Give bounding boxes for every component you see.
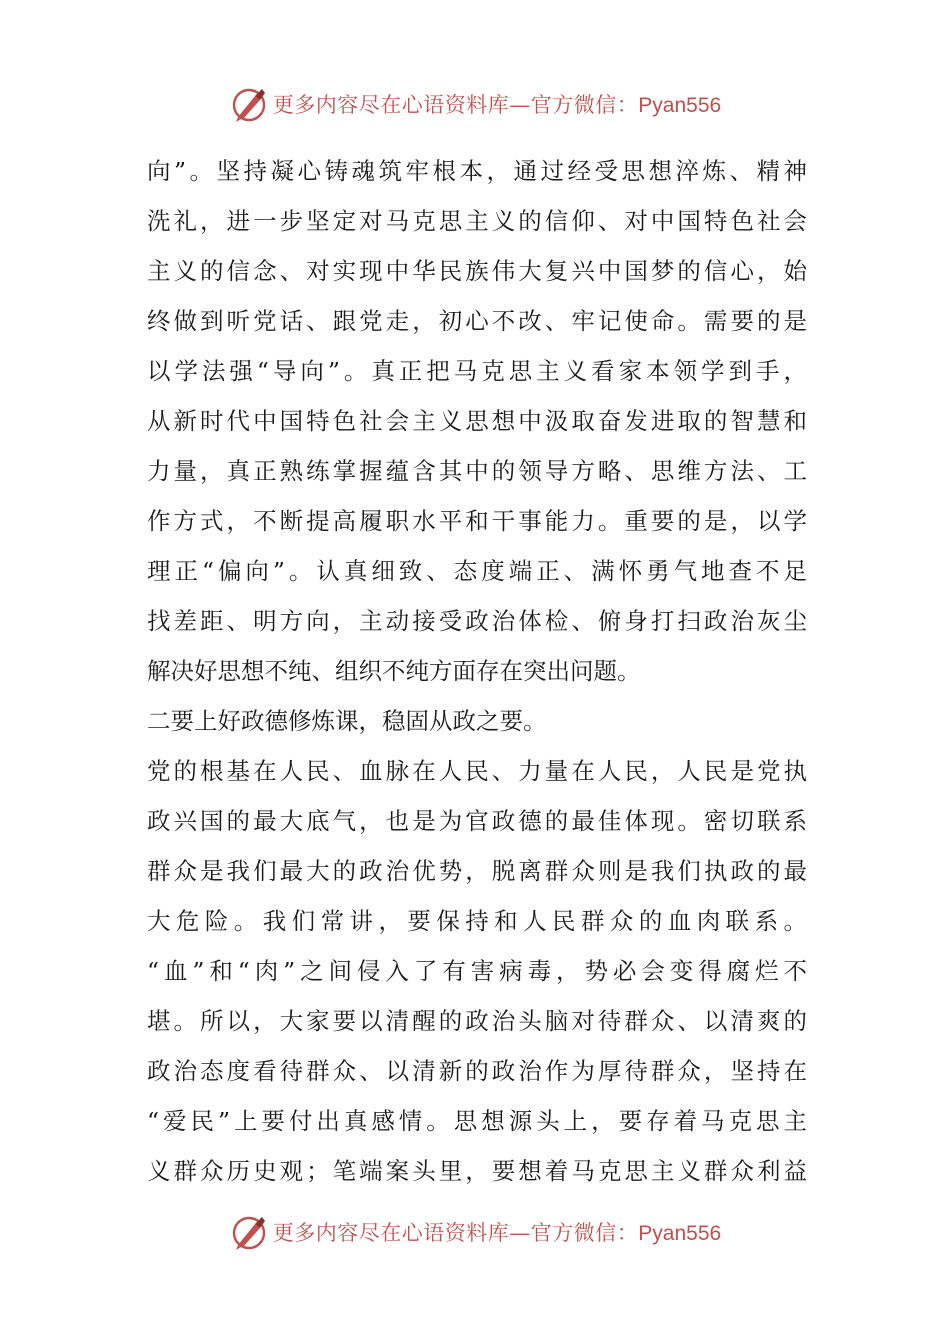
text-line: 理正“偏向”。认真细致、态度端正、满怀勇气地查不足 (147, 557, 807, 585)
text-line: 义群众历史观；笔端案头里，要想着马克思主义群众利益 (147, 1157, 807, 1185)
pen-logo-icon (229, 84, 269, 124)
document-body (147, 146, 807, 1196)
text-line: 政兴国的最大底气，也是为官政德的最佳体现。密切联系 (147, 807, 807, 835)
text-line: 终做到听党话、跟党走，初心不改、牢记使命。需要的是 (147, 307, 807, 335)
header-watermark-banner (0, 82, 950, 126)
header-banner-text: 更多内容尽在心语资料库—官方微信：Pyan556 (272, 93, 722, 117)
text-line: 群众是我们最大的政治优势，脱离群众则是我们执政的最 (147, 857, 807, 885)
pen-logo-icon (229, 1212, 269, 1252)
text-line: 力量，真正熟练掌握蕴含其中的领导方略、思维方法、工 (147, 457, 807, 485)
text-line: 向”。坚持凝心铸魂筑牢根本，通过经受思想淬炼、精神 (147, 157, 807, 185)
text-line: “爱民”上要付出真感情。思想源头上，要存着马克思主 (147, 1107, 807, 1135)
text-line: 找差距、明方向，主动接受政治体检、俯身打扫政治灰尘 (147, 607, 807, 635)
text-line: 作方式，不断提高履职水平和干事能力。重要的是，以学 (147, 507, 807, 535)
text-line: 洗礼，进一步坚定对马克思主义的信仰、对中国特色社会 (147, 207, 807, 235)
text-line: 大危险。我们常讲，要保持和人民群众的血肉联系。 (147, 907, 807, 935)
text-line: 党的根基在人民、血脉在人民、力量在人民，人民是党执 (147, 757, 807, 785)
text-line: 从新时代中国特色社会主义思想中汲取奋发进取的智慧和 (147, 407, 807, 435)
footer-watermark-banner (0, 1210, 950, 1254)
text-line: “血”和“肉”之间侵入了有害病毒，势必会变得腐烂不 (147, 957, 807, 985)
text-line: 解决好思想不纯、组织不纯方面存在突出问题。 (147, 657, 641, 685)
footer-banner-text: 更多内容尽在心语资料库—官方微信：Pyan556 (272, 1221, 722, 1245)
section-heading: 二要上好政德修炼课，稳固从政之要。 (147, 707, 547, 735)
text-line: 以学法强“导向”。真正把马克思主义看家本领学到手， (147, 357, 807, 385)
text-line: 堪。所以，大家要以清醒的政治头脑对待群众、以清爽的 (147, 1007, 807, 1035)
text-line: 政治态度看待群众、以清新的政治作为厚待群众，坚持在 (147, 1057, 807, 1085)
header-wechat-id: Pyan556 (638, 94, 722, 117)
text-line: 主义的信念、对实现中华民族伟大复兴中国梦的信心，始 (147, 257, 807, 285)
footer-wechat-id: Pyan556 (638, 1222, 722, 1245)
